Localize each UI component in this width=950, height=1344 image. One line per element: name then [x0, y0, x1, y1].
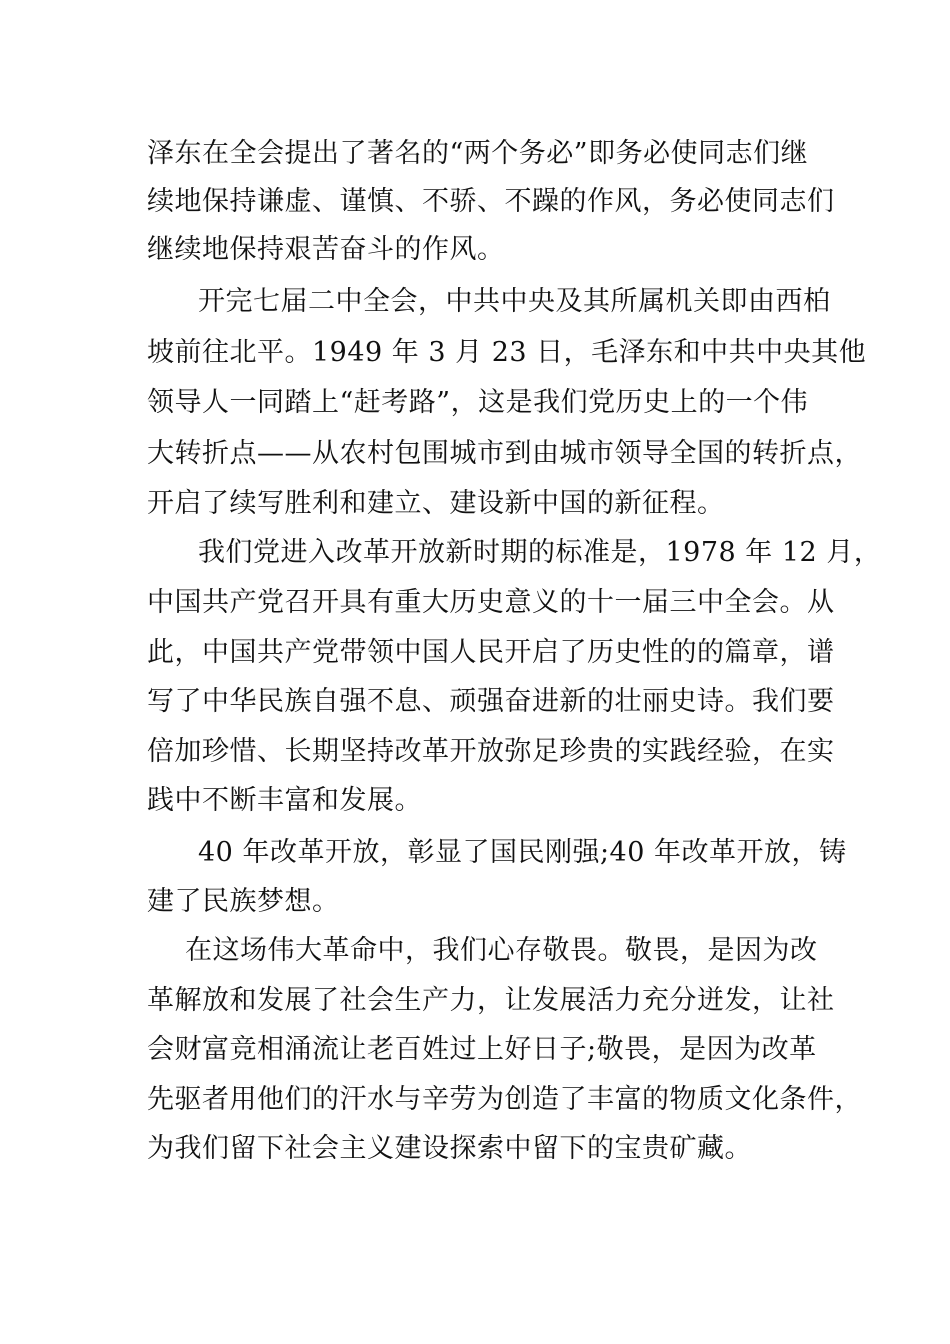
text-line: 倍加珍惜、长期坚持改革开放弥足珍贵的实践经验，在实 [147, 736, 835, 767]
text-line: 领导人一同踏上“赶考路”，这是我们党历史上的一个伟 [147, 387, 809, 418]
text-line: 革解放和发展了社会生产力，让发展活力充分迸发，让社 [147, 985, 835, 1016]
text-line: 此，中国共产党带领中国人民开启了历史性的的篇章，谱 [147, 637, 835, 668]
text-line: 为我们留下社会主义建设探索中留下的宝贵矿藏。 [147, 1133, 752, 1164]
text-line: 会财富竞相涌流让老百姓过上好日子;敬畏，是因为改革 [147, 1034, 817, 1065]
text-line: 坡前往北平。1949 年 3 月 23 日，毛泽东和中共中央其他 [147, 337, 867, 368]
text-line: 建了民族梦想。 [147, 886, 340, 917]
text-line: 大转折点——从农村包围城市到由城市领导全国的转折点， [147, 438, 862, 469]
text-line: 在这场伟大革命中，我们心存敬畏。敬畏，是因为改 [185, 935, 818, 966]
text-line: 40 年改革开放，彰显了国民刚强;40 年改革开放，铸 [198, 837, 847, 868]
text-line: 开完七届二中全会，中共中央及其所属机关即由西柏 [198, 286, 831, 317]
text-line: 先驱者用他们的汗水与辛劳为创造了丰富的物质文化条件， [147, 1084, 862, 1115]
text-line: 开启了续写胜利和建立、建设新中国的新征程。 [147, 488, 725, 519]
text-line: 继续地保持艰苦奋斗的作风。 [147, 234, 505, 265]
text-line: 践中不断丰富和发展。 [147, 785, 422, 816]
text-line: 中国共产党召开具有重大历史意义的十一届三中全会。从 [147, 587, 835, 618]
text-line: 写了中华民族自强不息、顽强奋进新的壮丽史诗。我们要 [147, 686, 835, 717]
text-line: 我们党进入改革开放新时期的标准是，1978 年 12 月， [198, 537, 882, 568]
text-line: 续地保持谦虚、谨慎、不骄、不躁的作风，务必使同志们 [147, 186, 835, 217]
text-line: 泽东在全会提出了著名的“两个务必”即务必使同志们继 [147, 138, 809, 169]
